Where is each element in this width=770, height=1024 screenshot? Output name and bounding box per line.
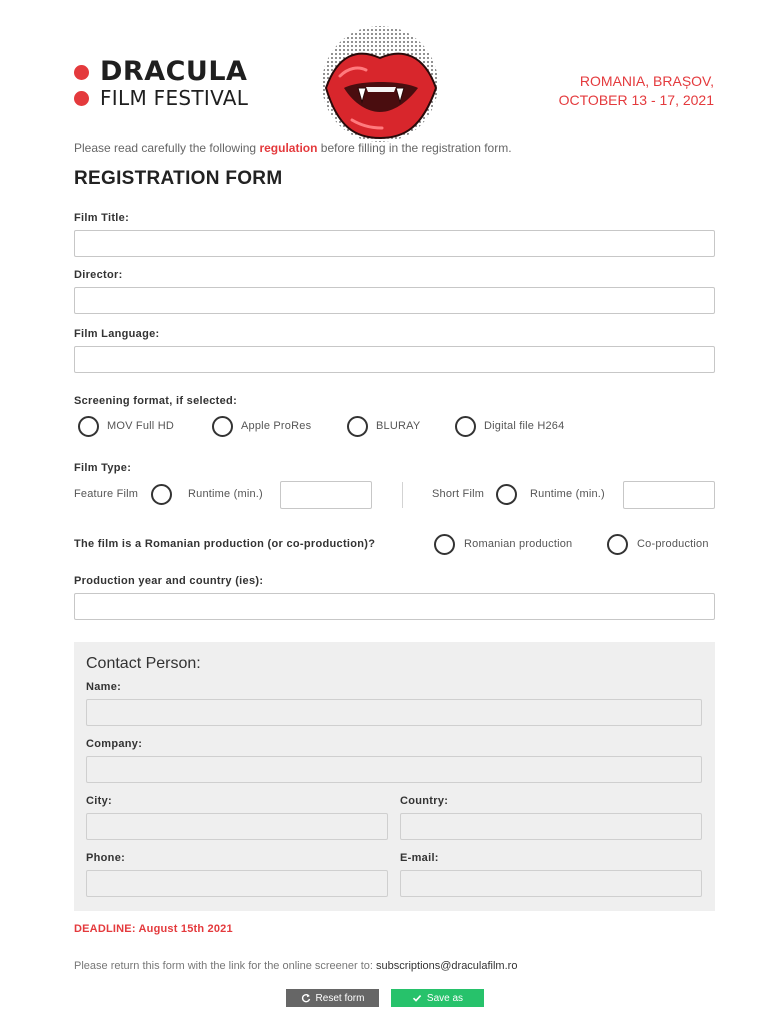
romanian-production-question: The film is a Romanian production (or co-production)? xyxy=(74,538,376,550)
romanian-production-radio[interactable] xyxy=(434,534,455,555)
director-label: Director: xyxy=(74,269,123,281)
contact-name-label: Name: xyxy=(86,681,122,693)
short-film-label: Short Film xyxy=(432,488,485,500)
contact-email-input[interactable] xyxy=(400,870,702,897)
intro-after: before filling in the registration form. xyxy=(317,141,512,155)
contact-phone-input[interactable] xyxy=(86,870,388,897)
screening-option-bluray: BLURAY xyxy=(376,420,421,432)
short-film-radio[interactable] xyxy=(496,484,517,505)
contact-person-title: Contact Person: xyxy=(86,655,201,672)
film-type-divider xyxy=(402,482,403,508)
event-location: ROMANIA, BRAȘOV, xyxy=(579,73,714,89)
regulation-link[interactable]: regulation xyxy=(259,141,318,155)
feature-runtime-input[interactable] xyxy=(280,481,372,509)
reset-form-button[interactable] xyxy=(286,989,379,1007)
contact-city-input[interactable] xyxy=(86,813,388,840)
event-dates: OCTOBER 13 - 17, 2021 xyxy=(558,92,714,108)
logo-subtitle: FILM FESTIVAL xyxy=(100,86,249,110)
refresh-icon xyxy=(301,993,311,1003)
contact-phone-label: Phone: xyxy=(86,852,126,864)
return-instructions xyxy=(74,960,517,972)
contact-name-input[interactable] xyxy=(86,699,702,726)
check-icon xyxy=(412,993,422,1003)
screening-radio-h264[interactable] xyxy=(455,416,476,437)
coproduction-radio[interactable] xyxy=(607,534,628,555)
contact-country-label: Country: xyxy=(400,795,449,807)
reset-form-label: Reset form xyxy=(315,992,365,1004)
contact-company-input[interactable] xyxy=(86,756,702,783)
save-as-label: Save as xyxy=(426,992,464,1004)
form-title: REGISTRATION FORM xyxy=(74,168,283,189)
feature-film-radio[interactable] xyxy=(151,484,172,505)
screening-option-prores: Apple ProRes xyxy=(241,420,312,432)
feature-film-label: Feature Film xyxy=(74,488,139,500)
contact-country-input[interactable] xyxy=(400,813,702,840)
short-runtime-label: Runtime (min.) xyxy=(530,488,605,500)
return-email-link[interactable]: subscriptions@draculafilm.ro xyxy=(376,960,518,972)
lips-fangs-illustration xyxy=(318,24,443,146)
film-language-input[interactable] xyxy=(74,346,715,373)
intro-text xyxy=(74,141,512,155)
logo-dot xyxy=(74,65,89,80)
festival-logo xyxy=(74,58,248,110)
logo-dot xyxy=(74,91,89,106)
contact-company-label: Company: xyxy=(86,738,143,750)
contact-email-label: E-mail: xyxy=(400,852,439,864)
production-year-input[interactable] xyxy=(74,593,715,620)
screening-radio-prores[interactable] xyxy=(212,416,233,437)
screening-radio-bluray[interactable] xyxy=(347,416,368,437)
screening-radio-mov[interactable] xyxy=(78,416,99,437)
save-as-button[interactable] xyxy=(391,989,484,1007)
logo-title: DRACULA xyxy=(100,56,248,87)
feature-runtime-label: Runtime (min.) xyxy=(188,488,263,500)
return-text: Please return this form with the link for the online screener to: xyxy=(74,960,377,972)
short-runtime-input[interactable] xyxy=(623,481,715,509)
film-language-label: Film Language: xyxy=(74,328,160,340)
event-location-dates xyxy=(559,72,714,110)
screening-format-label: Screening format, if selected: xyxy=(74,395,238,407)
romanian-production-option: Romanian production xyxy=(464,538,573,550)
deadline-text: DEADLINE: August 15th 2021 xyxy=(74,923,233,935)
coproduction-option: Co-production xyxy=(637,538,709,550)
film-type-label: Film Type: xyxy=(74,462,132,474)
film-title-label: Film Title: xyxy=(74,212,130,224)
contact-city-label: City: xyxy=(86,795,112,807)
screening-option-mov: MOV Full HD xyxy=(107,420,174,432)
production-year-label: Production year and country (ies): xyxy=(74,575,264,587)
screening-option-h264: Digital file H264 xyxy=(484,420,565,432)
director-input[interactable] xyxy=(74,287,715,314)
intro-before: Please read carefully the following xyxy=(74,141,260,155)
film-title-input[interactable] xyxy=(74,230,715,257)
